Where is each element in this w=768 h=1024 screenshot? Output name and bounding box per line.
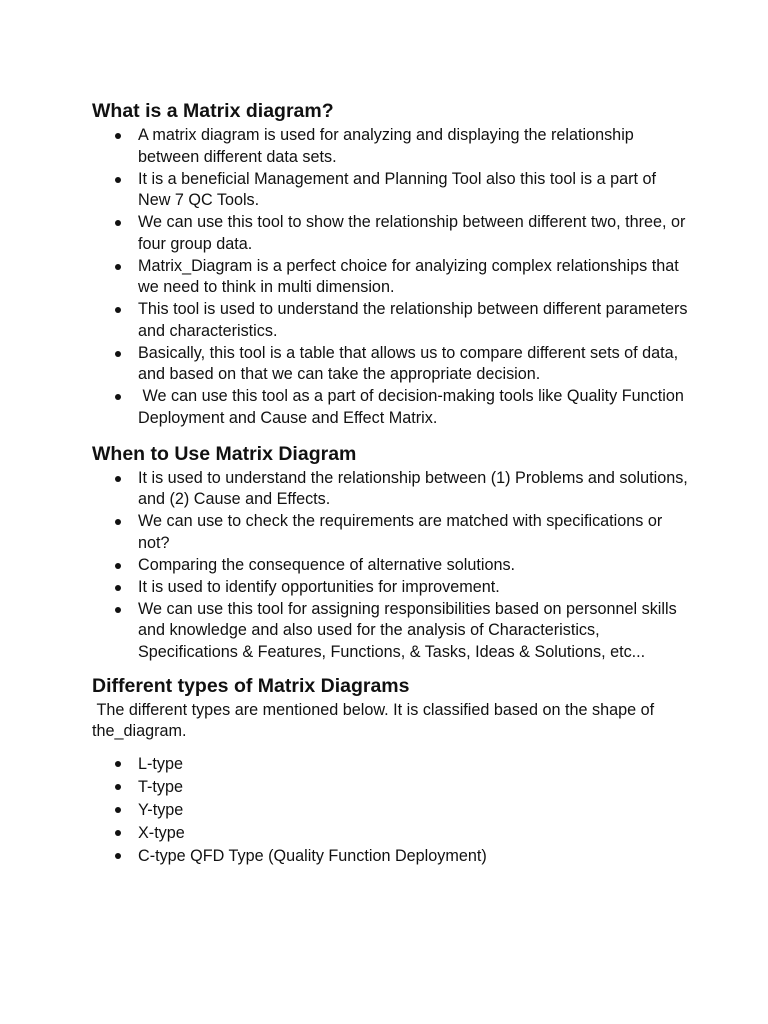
bullet-icon — [115, 220, 121, 226]
list-item: We can use this tool to show the relationship between different two, three, or four group data. — [138, 212, 692, 256]
list-item: A matrix diagram is used for analyzing and displaying the relationship between different data sets. — [138, 125, 692, 169]
list-item: L-type — [138, 753, 692, 776]
types-intro-paragraph: The different types are mentioned below. It is classified based on the shape of the_diagram. — [92, 700, 659, 740]
list-item: We can use to check the requirements are matched with specifications or not? — [138, 511, 692, 555]
bullet-icon — [115, 133, 121, 139]
bullet-icon — [115, 264, 121, 270]
list-item: Comparing the consequence of alternative solutions. — [138, 555, 692, 577]
list-item: This tool is used to understand the relationship between different parameters and characteristics. — [138, 299, 692, 343]
list-item: C-type QFD Type (Quality Function Deployment) — [138, 845, 692, 868]
list-item: It is used to identify opportunities for improvement. — [138, 577, 692, 599]
list-item: It is used to understand the relationship between (1) Problems and solutions, and (2) Cause and Effects. — [138, 468, 692, 512]
list-item: We can use this tool for assigning responsibilities based on personnel skills and knowledge and also used for the analysis of Characteristics, Specifications & Features, Functions, & Tasks, Ideas & Solutions, etc... — [138, 599, 692, 664]
bullet-icon — [115, 351, 121, 357]
bullet-icon — [115, 807, 121, 813]
list-item: It is a beneficial Management and Planning Tool also this tool is a part of New 7 QC Tools. — [138, 169, 692, 213]
bullet-icon — [115, 394, 121, 400]
what-is-bullet-list — [92, 125, 692, 430]
bullet-icon — [115, 761, 121, 767]
bullet-icon — [115, 607, 121, 613]
section-heading-what-is: What is a Matrix diagram? — [92, 100, 334, 122]
bullet-icon — [115, 519, 121, 525]
when-to-use-bullet-list — [92, 468, 692, 664]
section-heading-when-to-use: When to Use Matrix Diagram — [92, 442, 357, 465]
list-item: We can use this tool as a part of decision-making tools like Quality Function Deployment and Cause and Effect Matrix. — [138, 386, 692, 430]
bullet-icon — [115, 830, 121, 836]
bullet-icon — [115, 853, 121, 859]
types-bullet-list — [92, 753, 692, 868]
bullet-icon — [115, 177, 121, 183]
bullet-icon — [115, 784, 121, 790]
list-item: T-type — [138, 776, 692, 799]
list-item: Matrix_Diagram is a perfect choice for analyizing complex relationships that we need to think in multi dimension. — [138, 256, 692, 300]
bullet-icon — [115, 476, 121, 482]
bullet-icon — [115, 307, 121, 313]
bullet-icon — [115, 585, 121, 591]
document-page — [92, 99, 692, 868]
list-item: Basically, this tool is a table that allows us to compare different sets of data, and based on that we can take the appropriate decision. — [138, 343, 692, 387]
bullet-icon — [115, 563, 121, 569]
section-heading-types: Different types of Matrix Diagrams — [92, 674, 410, 697]
list-item: Y-type — [138, 799, 692, 822]
list-item: X-type — [138, 822, 692, 845]
